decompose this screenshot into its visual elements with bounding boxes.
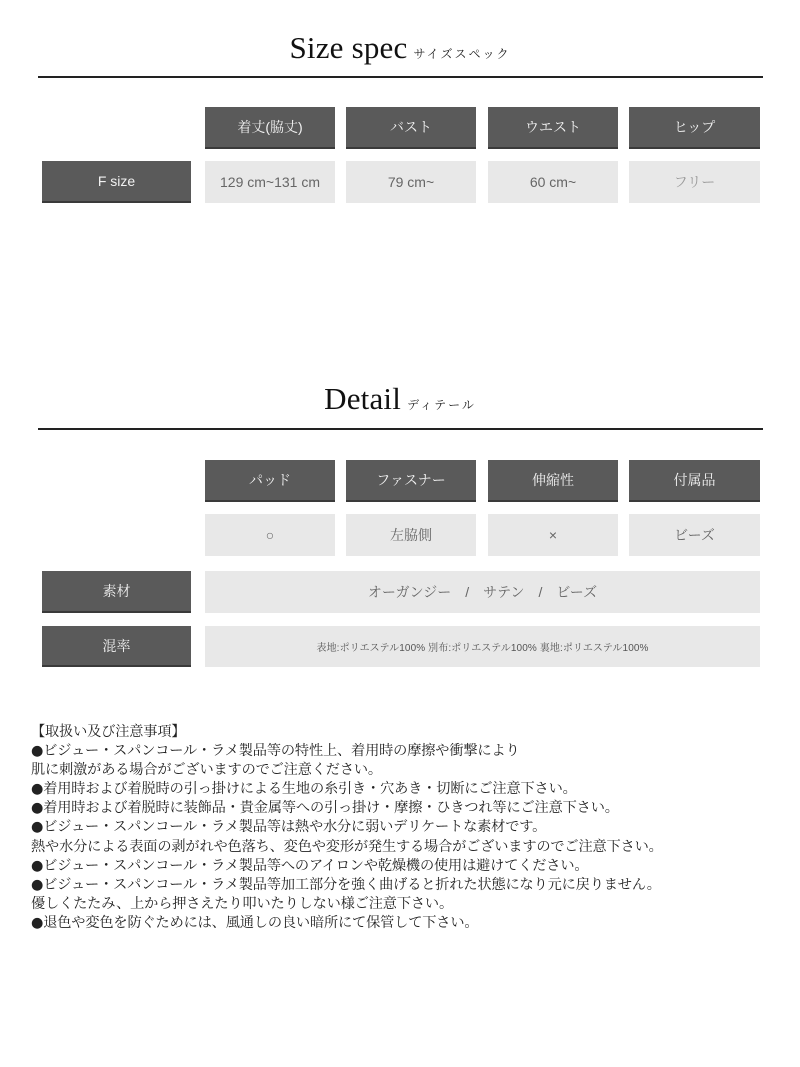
detail-value-zipper: 左脇側 — [346, 514, 476, 556]
care-note-line: ●ビジュー・スパンコール・ラメ製品等は熱や水分に弱いデリケートな素材です。 — [31, 819, 547, 836]
size-spec-divider — [38, 76, 763, 78]
care-note-line: 優しくたたみ、上から押さえたり叩いたりしない様ご注意下さい。 — [31, 895, 453, 912]
detail-title-en: Detail — [324, 381, 402, 416]
size-row-label: F size — [42, 161, 191, 203]
size-value-length: 129 cm~131 cm — [205, 161, 335, 203]
care-note-line: 熱や水分による表面の剥がれや色落ち、変色や変形が発生する場合がございますのでご注意下さい。 — [31, 838, 663, 855]
size-header-bust: バスト — [346, 107, 476, 149]
size-spec-title — [0, 30, 800, 66]
size-value-waist: 60 cm~ — [488, 161, 618, 203]
blend-value: 表地:ポリエステル100% 別布:ポリエステル100% 裏地:ポリエステル100% — [205, 626, 760, 667]
size-value-hip: フリー — [629, 161, 760, 203]
detail-header-accessory: 付属品 — [629, 460, 760, 502]
care-note-line: ●ビジュー・スパンコール・ラメ製品等の特性上、着用時の摩擦や衝撃により — [31, 743, 520, 760]
care-note-line: ●着用時および着脱時の引っ掛けによる生地の糸引き・穴あき・切断にご注意下さい。 — [31, 781, 577, 798]
size-header-hip: ヒップ — [629, 107, 760, 149]
detail-value-stretch: × — [488, 514, 618, 556]
size-spec-title-en: Size spec — [289, 30, 408, 65]
care-note-line: 肌に刺激がある場合がございますのでご注意ください。 — [31, 762, 382, 779]
blend-label: 混率 — [42, 626, 191, 667]
care-notes — [31, 723, 791, 933]
detail-divider — [38, 428, 763, 430]
size-header-waist: ウエスト — [488, 107, 618, 149]
size-spec-title-ja: サイズスペック — [413, 47, 511, 61]
detail-value-accessory: ビーズ — [629, 514, 760, 556]
care-note-line: ●ビジュー・スパンコール・ラメ製品等加工部分を強く曲げると折れた状態になり元に戻りません。 — [31, 876, 661, 893]
care-note-line: ●ビジュー・スパンコール・ラメ製品等へのアイロンや乾燥機の使用は避けてください。 — [31, 857, 589, 874]
detail-title-ja: ディテール — [407, 398, 476, 412]
detail-header-zipper: ファスナー — [346, 460, 476, 502]
care-notes-heading: 【取扱い及び注意事項】 — [31, 724, 186, 740]
size-value-bust: 79 cm~ — [346, 161, 476, 203]
care-note-line: ●退色や変色を防ぐためには、風通しの良い暗所にて保管して下さい。 — [31, 914, 479, 931]
detail-header-pad: パッド — [205, 460, 335, 502]
detail-value-pad: ○ — [205, 514, 335, 556]
size-header-length: 着丈(脇丈) — [205, 107, 335, 149]
material-value: オーガンジー / サテン / ビーズ — [205, 571, 760, 613]
detail-header-stretch: 伸縮性 — [488, 460, 618, 502]
material-label: 素材 — [42, 571, 191, 613]
detail-title — [0, 381, 800, 417]
care-note-line: ●着用時および着脱時に装飾品・貴金属等への引っ掛け・摩擦・ひきつれ等にご注意下さい。 — [31, 800, 619, 817]
